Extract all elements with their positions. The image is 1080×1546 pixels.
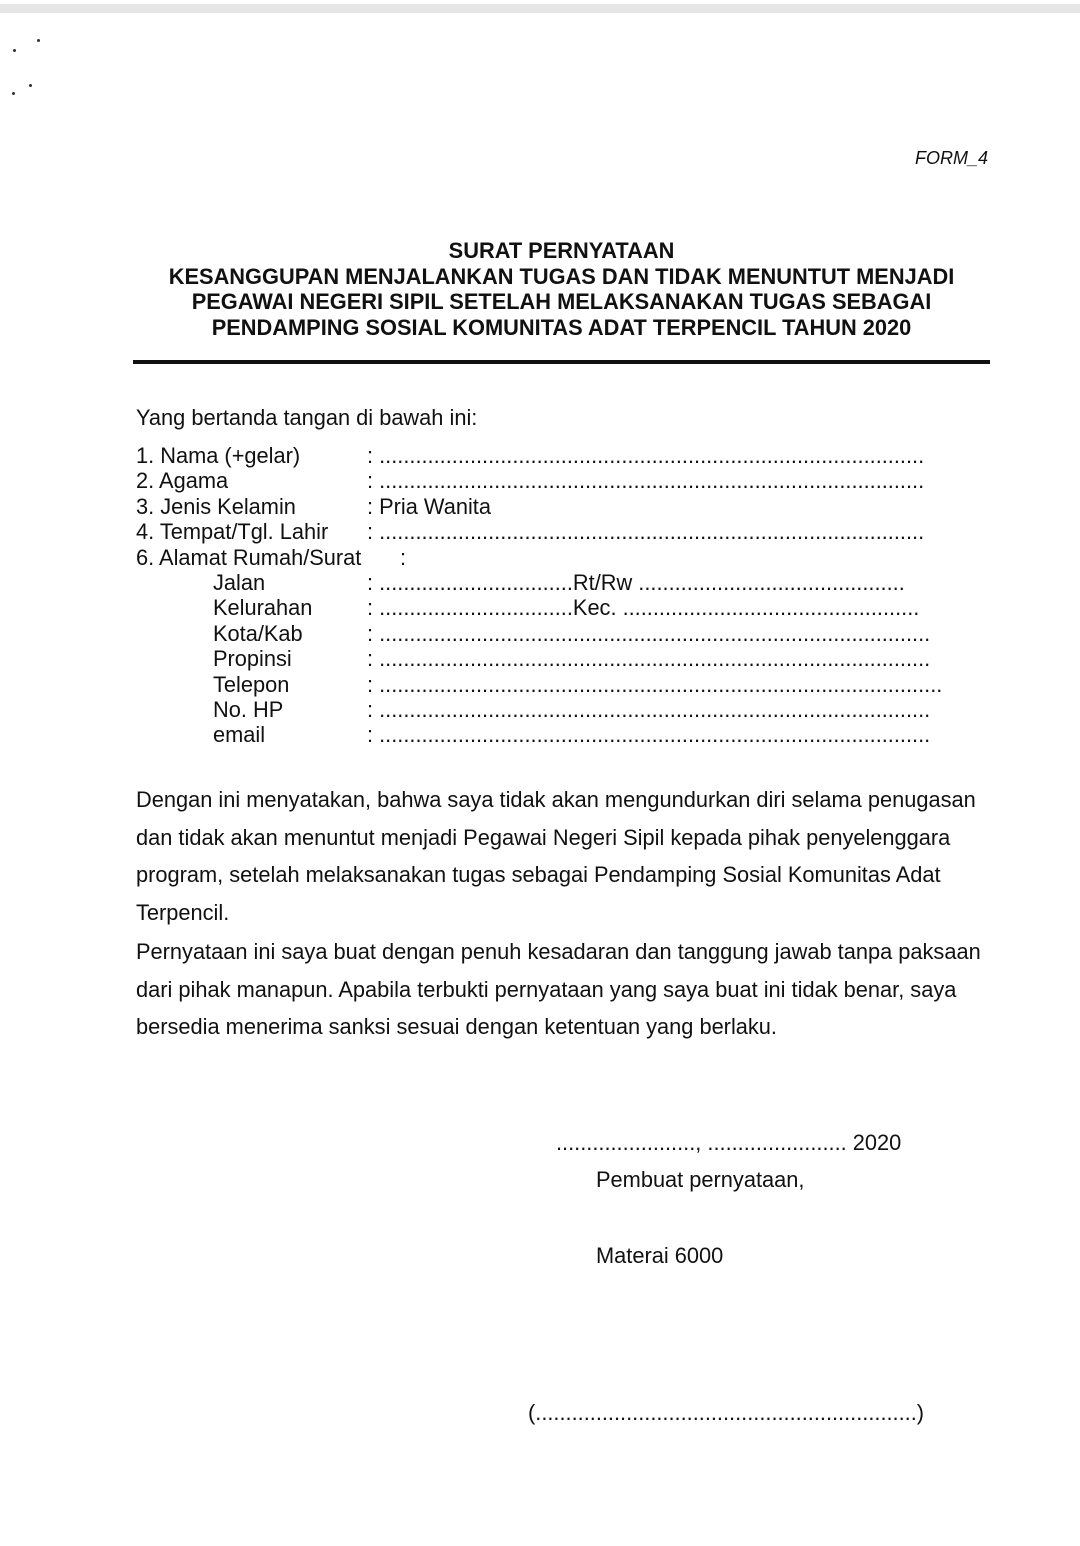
field-telepon xyxy=(136,672,976,697)
field-jenis-kelamin-value: : Pria Wanita xyxy=(367,493,491,519)
field-email-label: email xyxy=(213,722,266,748)
title-divider xyxy=(133,360,990,364)
scan-top-band xyxy=(0,4,1080,13)
field-jalan-label: Jalan xyxy=(213,569,266,595)
statement-line: dari pihak manapun. Apabila terbukti pernyataan yang saya buat ini tidak benar, saya xyxy=(136,976,957,1002)
form-code: FORM_4 xyxy=(914,148,988,168)
field-alamat-value: : xyxy=(400,544,407,570)
scan-speck xyxy=(37,39,40,42)
field-alamat-label: 6. Alamat Rumah/Surat xyxy=(136,544,362,570)
field-jalan xyxy=(136,570,976,595)
scan-speck xyxy=(13,49,16,52)
statement-line: bersedia menerima sanksi sesuai dengan ketentuan yang berlaku. xyxy=(136,1014,777,1040)
field-jenis-kelamin xyxy=(136,494,976,519)
field-email xyxy=(136,722,976,747)
signature-date-line: ......................., ....................... 2020 xyxy=(556,1130,902,1155)
field-tempat-tgl-lahir-value: : .......................................................................................... xyxy=(367,519,925,545)
field-tempat-tgl-lahir xyxy=(136,519,976,544)
field-kelurahan-label: Kelurahan xyxy=(213,595,313,621)
statement-line: Terpencil. xyxy=(136,899,230,925)
field-jenis-kelamin-label: 3. Jenis Kelamin xyxy=(136,493,296,519)
title-line-3: PEGAWAI NEGERI SIPIL SETELAH MELAKSANAKAN TUGAS SEBAGAI xyxy=(191,289,932,315)
statement-line: Dengan ini menyatakan, bahwa saya tidak akan mengundurkan diri selama penugasan xyxy=(136,787,976,812)
statement-paragraph-2 xyxy=(136,933,981,1046)
field-propinsi xyxy=(136,646,976,671)
statement-line: dan tidak akan menuntut menjadi Pegawai Negeri Sipil kepada pihak penyelenggara xyxy=(136,824,951,850)
field-no-hp-value: : ........................................................................................... xyxy=(367,696,931,722)
field-agama xyxy=(136,468,976,493)
field-alamat xyxy=(136,545,976,570)
field-nama-value: : .......................................................................................... xyxy=(367,443,925,468)
field-kota-kab xyxy=(136,621,976,646)
title-line-1: SURAT PERNYATAAN xyxy=(448,238,675,263)
field-nama-label: 1. Nama (+gelar) xyxy=(136,443,301,468)
field-kota-kab-label: Kota/Kab xyxy=(213,620,303,646)
title-line-2: KESANGGUPAN MENJALANKAN TUGAS DAN TIDAK MENUNTUT MENJADI xyxy=(168,263,955,289)
field-tempat-tgl-lahir-label: 4. Tempat/Tgl. Lahir xyxy=(136,519,329,545)
scan-speck xyxy=(12,92,15,95)
field-telepon-label: Telepon xyxy=(213,671,290,697)
stamp-duty-label: Materai 6000 xyxy=(596,1243,724,1268)
statement-line: Pernyataan ini saya buat dengan penuh kesadaran dan tanggung jawab tanpa paksaan xyxy=(136,939,981,964)
field-telepon-value: : ............................................................................................. xyxy=(367,671,943,697)
field-jalan-value: : ................................Rt/Rw ............................................ xyxy=(367,569,905,595)
statement-paragraph-1 xyxy=(136,781,976,931)
field-email-value: : ........................................................................................... xyxy=(367,722,931,748)
intro-text: Yang bertanda tangan di bawah ini: xyxy=(136,405,478,430)
field-kelurahan xyxy=(136,595,976,620)
title-line-4: PENDAMPING SOSIAL KOMUNITAS ADAT TERPENCIL TAHUN 2020 xyxy=(211,315,912,341)
field-kelurahan-value: : ................................Kec. ................................................. xyxy=(367,595,920,621)
scan-speck xyxy=(29,84,32,87)
document-title xyxy=(133,238,990,341)
field-no-hp xyxy=(136,697,976,722)
statement-line: program, setelah melaksanakan tugas sebagai Pendamping Sosial Komunitas Adat xyxy=(136,862,941,888)
field-propinsi-label: Propinsi xyxy=(213,646,292,672)
field-agama-value: : .......................................................................................... xyxy=(367,468,925,494)
field-nama xyxy=(136,443,976,468)
identity-fields xyxy=(136,443,976,748)
field-agama-label: 2. Agama xyxy=(136,468,229,494)
signature-name-line: (...............................................................) xyxy=(528,1400,925,1425)
field-kota-kab-value: : ........................................................................................... xyxy=(367,620,931,646)
signature-role: Pembuat pernyataan, xyxy=(596,1167,805,1192)
field-propinsi-value: : ........................................................................................... xyxy=(367,646,931,672)
field-no-hp-label: No. HP xyxy=(213,696,284,722)
